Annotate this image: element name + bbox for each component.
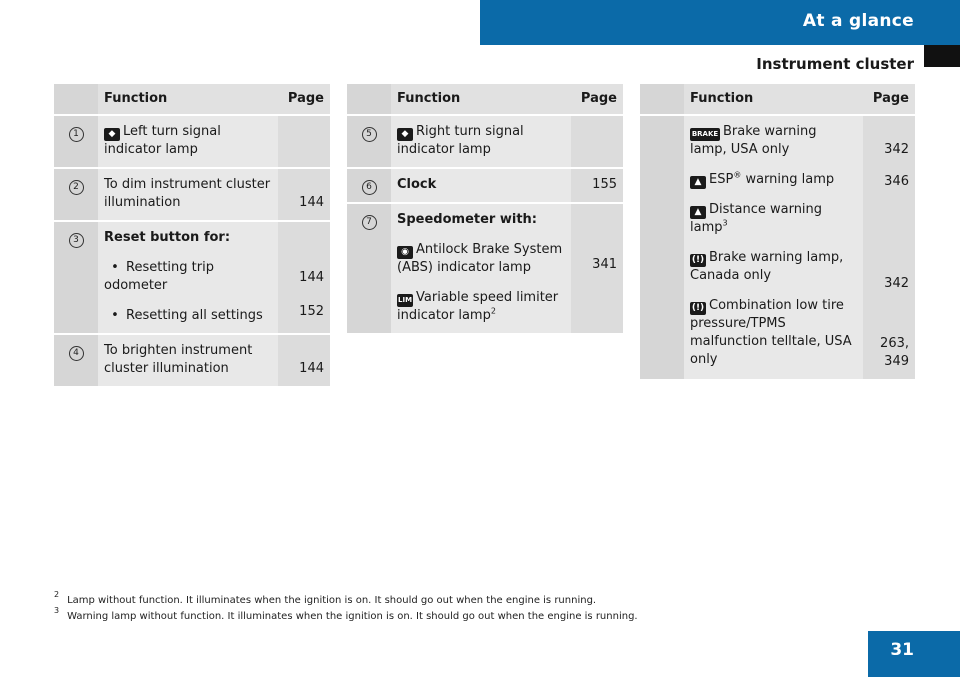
item-number: 5 [362,127,377,142]
limiter-item: LIM Variable speed limiter indicator lamp$^2$ [397,290,559,323]
table-header [54,84,330,114]
column-page: Page [571,84,623,114]
subsection-title: Instrument cluster [756,55,914,73]
brake-warning-icon: BRAKE [690,128,720,141]
column-function: Function [684,84,863,114]
row-title: Speedometer with: [397,212,538,227]
row-text: Left turn signal indicator lamp [104,124,221,157]
speed-limiter-icon: LIM [397,294,413,307]
page-ref: 342 [884,276,909,291]
footnote: $^3$Warning lamp without function. It illuminates when the ignition is on. It should go out when the engine is running. [54,605,638,622]
table-header [347,84,623,114]
row-text: To brighten instrument cluster illumination [104,343,253,376]
footnote: $^2$Lamp without function. It illuminates when the ignition is on. It should go out when the engine is running. [54,589,597,606]
footnote-ref: 3 [722,218,728,228]
bullet-item: • Resetting trip odometer [104,259,272,295]
header-marker [924,45,960,67]
footnote-ref: 2 [490,306,496,316]
row-title: Clock [397,177,437,192]
function-table-3 [640,82,915,381]
table-row [347,169,623,202]
function-table-1 [54,82,330,388]
right-turn-signal-icon: ◆ [397,128,413,141]
page-ref: 346 [884,174,909,189]
page-ref: 342 [884,142,909,157]
tire-pressure-icon: (!) [691,303,705,313]
abs-icon: ◉ [397,246,413,259]
table-row [54,222,330,333]
table-row [54,335,330,386]
item-number: 2 [69,180,84,195]
column-page: Page [863,84,915,114]
brake-canada-item: (!) Brake warning lamp, Canada only [690,250,844,283]
function-table-2 [347,82,623,335]
esp-item: ▲ ESP® warning lamp [690,171,857,189]
table-row [54,116,330,167]
tire-item: (!) Combination low tire pressure/TPMS malfunction telltale, USA only [690,298,852,367]
row-text: To dim instrument cluster illumination [104,177,271,210]
column-page: Page [278,84,330,114]
page-ref: 144 [278,169,330,220]
page-ref: 144 [299,270,324,285]
page-ref: 155 [571,169,623,202]
page-number: 31 [890,640,914,660]
table-row [347,204,623,333]
page-ref: 144 [278,335,330,386]
abs-item: ◉ Antilock Brake System (ABS) indicator lamp [397,242,563,275]
page-ref: 152 [299,304,324,319]
esp-warning-icon: ▲ [690,176,706,189]
table-header [640,84,915,114]
distance-item: ▲ Distance warning lamp$^3$ [690,202,823,235]
item-number: 7 [362,215,377,230]
row-title: Reset button for: [104,230,231,245]
brake-canada-icon: (!) [691,255,705,265]
table-row [640,116,915,379]
bullet-item: • Resetting all settings [104,307,272,325]
left-turn-signal-icon: ◆ [104,128,120,141]
section-title: At a glance [802,11,914,31]
distance-warning-icon: ▲ [690,206,706,219]
column-function: Function [391,84,571,114]
brake-usa-item: BRAKE Brake warning lamp, USA only [690,124,817,157]
page-ref: 263, 349 [880,336,909,369]
row-text: Right turn signal indicator lamp [397,124,524,157]
item-number: 6 [362,180,377,195]
page-ref: 341 [571,204,623,333]
table-row [54,169,330,220]
item-number: 4 [69,346,84,361]
page-number-box [868,631,960,677]
item-number: 1 [69,127,84,142]
item-number: 3 [69,233,84,248]
column-function: Function [98,84,278,114]
table-row [347,116,623,167]
section-header-bar [480,0,960,45]
